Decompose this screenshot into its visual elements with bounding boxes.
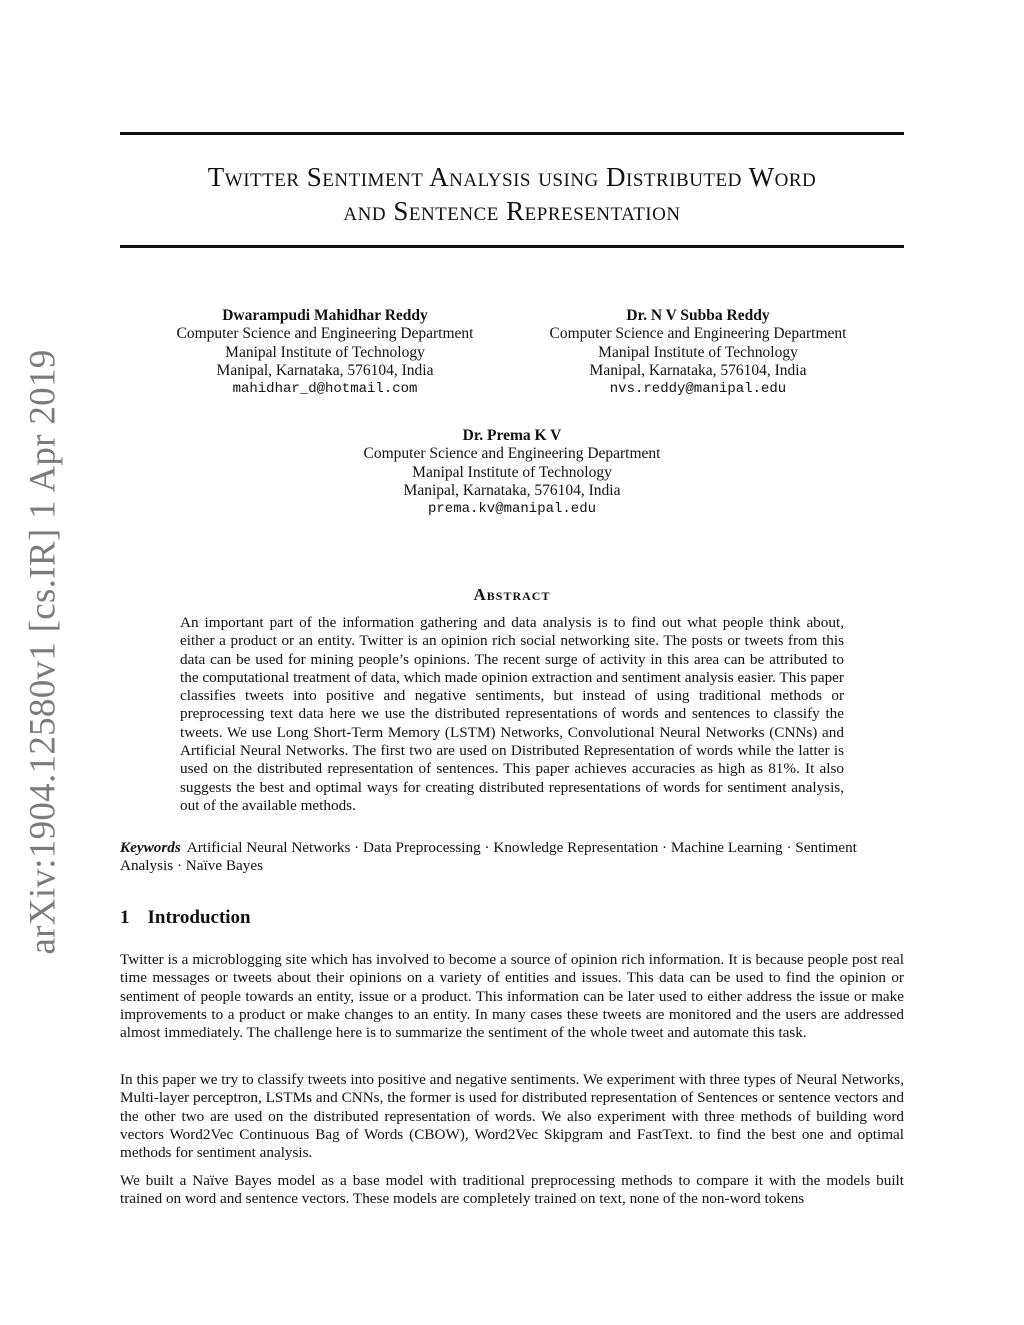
- author-institute: Manipal Institute of Technology: [225, 343, 425, 361]
- author-institute: Manipal Institute of Technology: [412, 463, 612, 481]
- author-location: Manipal, Karnataka, 576104, India: [403, 481, 621, 499]
- author-email[interactable]: nvs.reddy@manipal.edu: [609, 381, 787, 398]
- section-number: 1: [120, 907, 130, 928]
- arxiv-stamp: arXiv:1904.12580v1 [cs.IR] 1 Apr 2019: [22, 349, 64, 955]
- keywords-text: Artificial Neural Networks · Data Preprocessing · Knowledge Representation · Machine Learning · Sentiment Analysis · Naïve Bayes: [120, 839, 857, 875]
- author-department: Computer Science and Engineering Department: [363, 445, 661, 463]
- keywords-label: Keywords: [120, 839, 181, 856]
- author-location: Manipal, Karnataka, 576104, India: [589, 361, 807, 379]
- abstract-text: An important part of the information gathering and data analysis is to find out what people think about, either a product or an entity. Twitter is an opinion rich social networking site. The posts or tweets from this data can be used for mining people’s opinions. The recent surge of activity in this area can be attributed to the computational treatment of data, which made opinion extraction and sentiment analysis easier. This paper classifies tweets into positive and negative sentiments, but instead of using traditional methods or preprocessing text data here we use the distributed representations of words and sentences to classify the tweets. We use Long Short-Term Memory (LSTM) Networks, Convolutional Neural Networks (CNNs) and Artificial Neural Networks. The first two are used on Distributed Representation of words while the latter is used on the distributed representation of sentences. This paper achieves accuracies as high as 81%. It also suggests the best and optimal ways for creating distributed representations of words for sentiment analysis, out of the available methods.: [180, 614, 844, 814]
- keywords: [120, 839, 904, 876]
- author-department: Computer Science and Engineering Department: [176, 325, 474, 343]
- title-rule-bottom: [120, 245, 904, 248]
- section-heading-introduction: [120, 907, 251, 929]
- title-line-2: and Sentence Representation: [343, 196, 681, 226]
- author-department: Computer Science and Engineering Department: [549, 325, 847, 343]
- author-email[interactable]: mahidhar_d@hotmail.com: [232, 381, 418, 398]
- paper-title: [120, 160, 904, 228]
- section-title: Introduction: [147, 907, 251, 928]
- author-name: Dwarampudi Mahidhar Reddy: [222, 307, 428, 324]
- title-line-1: Twitter Sentiment Analysis using Distributed Word: [207, 162, 817, 192]
- author-block-1: [115, 307, 535, 398]
- intro-paragraph-2: In this paper we try to classify tweets into positive and negative sentiments. We experiment with three types of Neural Networks, Multi-layer perceptron, LSTMs and CNNs, the former is used for distributed representation of Sentences or sentence vectors and the other two are used on the distributed representation of words. We also experiment with three methods of building word vectors Word2Vec Continuous Bag of Words (CBOW), Word2Vec Skipgram and FastText. to find the best one and optimal methods for sentiment analysis.: [120, 1071, 904, 1162]
- author-block-3: [302, 427, 722, 518]
- intro-paragraph-1: Twitter is a microblogging site which has involved to become a source of opinion rich information. It is because people post real time messages or tweets about their opinions on a variety of entities and issues. This data can be used to find the opinion or sentiment of people towards an entity, issue or a product. This information can be later used to either address the issue or make improvements to a product or make changes to an entity. In many cases these tweets are monitored and the users are addressed almost immediately. The challenge here is to summarize the sentiment of the whole tweet and automate this task.: [120, 951, 904, 1042]
- abstract-heading: Abstract: [473, 585, 551, 604]
- author-location: Manipal, Karnataka, 576104, India: [216, 361, 434, 379]
- intro-paragraph-3: We built a Naïve Bayes model as a base model with traditional preprocessing methods to compare it with the models built trained on word and sentence vectors. These models are completely trained on text, none of the non-word tokens: [120, 1172, 904, 1208]
- author-email[interactable]: prema.kv@manipal.edu: [427, 501, 597, 518]
- title-rule-top: [120, 132, 904, 135]
- author-block-2: [488, 307, 908, 398]
- author-name: Dr. Prema K V: [462, 427, 562, 444]
- author-institute: Manipal Institute of Technology: [598, 343, 798, 361]
- author-name: Dr. N V Subba Reddy: [626, 307, 770, 324]
